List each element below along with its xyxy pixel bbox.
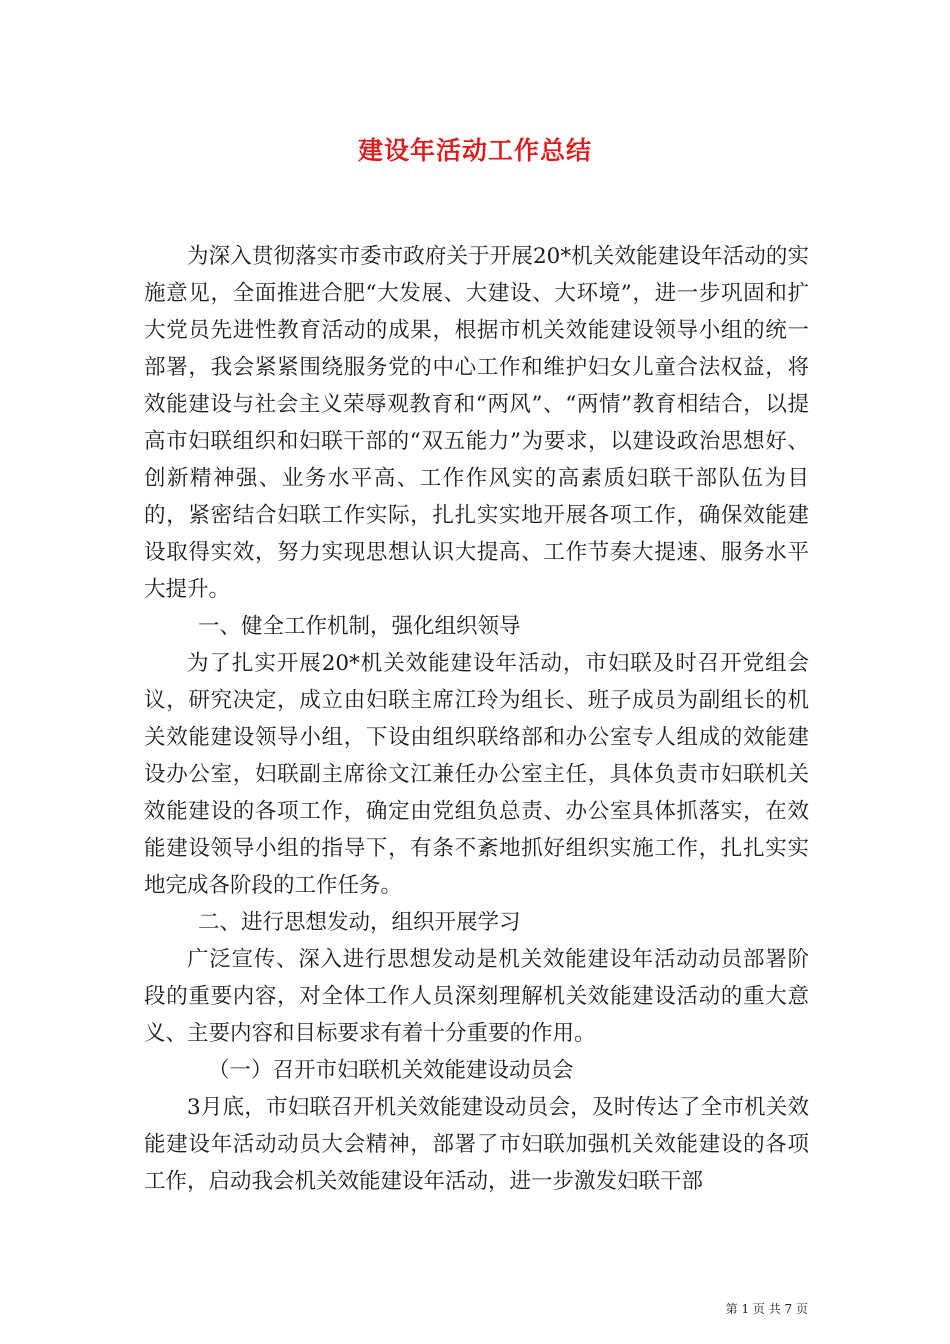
page-number: 第 1 页 共 7 页: [725, 1302, 808, 1316]
paragraph-section-1: 为了扎实开展20*机关效能建设年活动，市妇联及时召开党组会议，研究决定，成立由妇联主席江玲为组长、班子成员为副组长的机关效能建设领导小组，下设由组织联络部和办公室专人组成的效能建设办公室，妇联副主席徐文江兼任办公室主任，具体负责市妇联机关效能建设的各项工作，确定由党组负总责、办公室具体抓落实，在效能建设领导小组的指导下，有条不紊地抓好组织实施工作，扎扎实实地完成各阶段的工作任务。: [144, 651, 809, 898]
document-title: 建设年活动工作总结: [357, 136, 592, 165]
paragraph-subsection-1: 3月底，市妇联召开机关效能建设动员会，及时传达了全市机关效能建设年活动动员大会精神，部署了市妇联加强机关效能建设的各项工作，启动我会机关效能建设年活动，进一步激发妇联干部: [144, 1095, 809, 1194]
document-body: [144, 238, 809, 1200]
paragraph-section-2: 广泛宣传、深入进行思想发动是机关效能建设年活动动员部署阶段的重要内容，对全体工作人员深刻理解机关效能建设活动的重大意义、主要内容和目标要求有着十分重要的作用。: [144, 947, 809, 1046]
section-heading-2: 二、进行思想发动，组织开展学习: [198, 910, 521, 935]
subsection-heading-1: （一）召开市妇联机关效能建设动员会: [208, 1058, 574, 1083]
paragraph-intro: 为深入贯彻落实市委市政府关于开展20*机关效能建设年活动的实施意见，全面推进合肥“大发展、大建设、大环境”，进一步巩固和扩大党员先进性教育活动的成果，根据市机关效能建设领导小组的统一部署，我会紧紧围绕服务党的中心工作和维护妇女儿童合法权益，将效能建设与社会主义荣辱观教育和“两风”、“两情”教育相结合，以提高市妇联组织和妇联干部的“双五能力”为要求，以建设政治思想好、创新精神强、业务水平高、工作作风实的高素质妇联干部队伍为目的，紧密结合妇联工作实际，扎扎实实地开展各项工作，确保效能建设取得实效，努力实现思想认识大提高、工作节奏大提速、服务水平大提升。: [144, 244, 809, 602]
section-heading-1: 一、健全工作机制，强化组织领导: [198, 614, 521, 639]
